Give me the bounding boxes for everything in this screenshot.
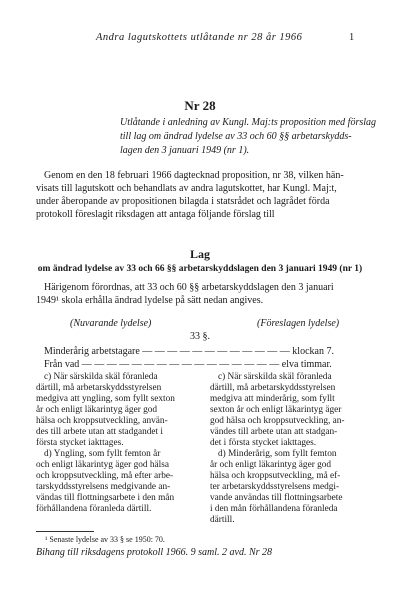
current-text-line: des till arbete utan att stadgandet i xyxy=(36,427,164,437)
current-text-line: d) Yngling, som fyllt femton år xyxy=(44,449,161,459)
proposed-text-line: sexton år och enligt läkarintyg äger xyxy=(210,405,342,415)
law-intro-line: Härigenom förordnas, att 33 och 60 §§ arbetarskyddslagen den 3 januari xyxy=(44,282,334,293)
proposed-text-line: god hälsa och kroppsutveckling, an- xyxy=(210,416,345,426)
current-text-line: första stycket iakttages. xyxy=(36,438,124,448)
proposed-text-line: i den mån förhållandena föranleda xyxy=(210,504,338,514)
current-text-line: och kroppsutveckling, må efter arbe- xyxy=(36,471,174,481)
bilaga-reference: Bihang till riksdagens protokoll 1966. 9 saml. 2 avd. Nr 28 xyxy=(36,547,273,558)
current-text-line: hälsa och kroppsutveckling, använ- xyxy=(36,416,168,426)
current-text-line: tarskyddsstyrelsens medgivande an- xyxy=(36,482,171,492)
proposed-text-line: vande användas till flottningsarbete xyxy=(210,493,343,503)
shared-line: Från vad — — — — — — — — — — — — — — — — elva timmar. xyxy=(44,359,332,370)
page-number: 1 xyxy=(349,32,355,43)
running-header: Andra lagutskottets utlåtande nr 28 år 1966 xyxy=(96,32,303,43)
proposed-text-line: därtill. xyxy=(210,515,235,525)
intro-line: visats till lagutskott och behandlats av andra lagutskottet, har Kungl. Maj:t, xyxy=(36,183,337,194)
proposed-text-line: c) När särskilda skäl föranleda xyxy=(218,372,332,382)
current-text-line: år och enligt läkarintyg äger god xyxy=(36,405,158,415)
document-number: Nr 28 xyxy=(184,98,216,113)
proposed-version-heading: (Föreslagen lydelse) xyxy=(257,318,340,329)
proposed-text-line: ter arbetarskyddsstyrelsens medgi- xyxy=(210,482,340,492)
subtitle-line: till lag om ändrad lydelse av 33 och 60 §§ arbetarskydds- xyxy=(120,131,352,142)
current-text-line: medgiva att yngling, som fyllt sexton xyxy=(36,394,175,404)
current-version-heading: (Nuvarande lydelse) xyxy=(70,318,152,329)
proposed-text-line: år och enligt läkarintyg äger god xyxy=(210,460,332,470)
intro-line: Genom en den 18 februari 1966 dagtecknad proposition, nr 38, vilken hän- xyxy=(44,170,344,181)
intro-line: protokoll föreslagit riksdagen att antaga följande förslag till xyxy=(36,209,275,220)
footnote: ¹ Senaste lydelse av 33 § se 1950: 70. xyxy=(45,535,165,544)
subtitle-line: Utlåtande i anledning av Kungl. Maj:ts proposition med förslag xyxy=(120,117,377,128)
section-heading: 33 §. xyxy=(190,331,210,342)
proposed-text-line: vändes till arbete utan att stadgan- xyxy=(210,427,338,437)
proposed-text-line: hälsa och kroppsutveckling, må ef- xyxy=(210,471,341,481)
current-text-line: därtill, må arbetarskyddsstyrelsen xyxy=(36,383,162,393)
proposed-text-line: det i första stycket iakttages. xyxy=(210,438,317,448)
footnote-divider xyxy=(36,531,94,532)
law-subheading: om ändrad lydelse av 33 och 66 §§ arbetarskyddslagen den 3 januari 1949 (nr 1) xyxy=(37,264,363,274)
current-text-line: och enligt läkarintyg äger god hälsa xyxy=(36,460,169,470)
intro-line: under åberopande av propositionen bilagda i statsrådet och lagrådet förda xyxy=(36,196,330,207)
proposed-text-line: medgiva att minderårig, som fyllt xyxy=(210,394,335,404)
shared-line: Minderårig arbetstagare — — — — — — — — — — — — klockan 7. xyxy=(44,346,334,357)
proposed-text-line: d) Minderårig, som fyllt femton xyxy=(218,449,337,459)
law-intro-line: 1949¹ skola erhålla ändrad lydelse på sätt nedan angives. xyxy=(36,295,264,306)
current-text-line: förhållandena föranleda därtill. xyxy=(36,504,152,514)
proposed-text-line: därtill, må arbetarskyddsstyrelsen xyxy=(210,383,336,393)
law-heading: Lag xyxy=(189,247,210,261)
current-text-line: vändas till flottningsarbete i den mån xyxy=(36,493,175,503)
current-text-line: c) När särskilda skäl föranleda xyxy=(44,372,158,382)
subtitle-line: lagen den 3 januari 1949 (nr 1). xyxy=(120,145,250,156)
